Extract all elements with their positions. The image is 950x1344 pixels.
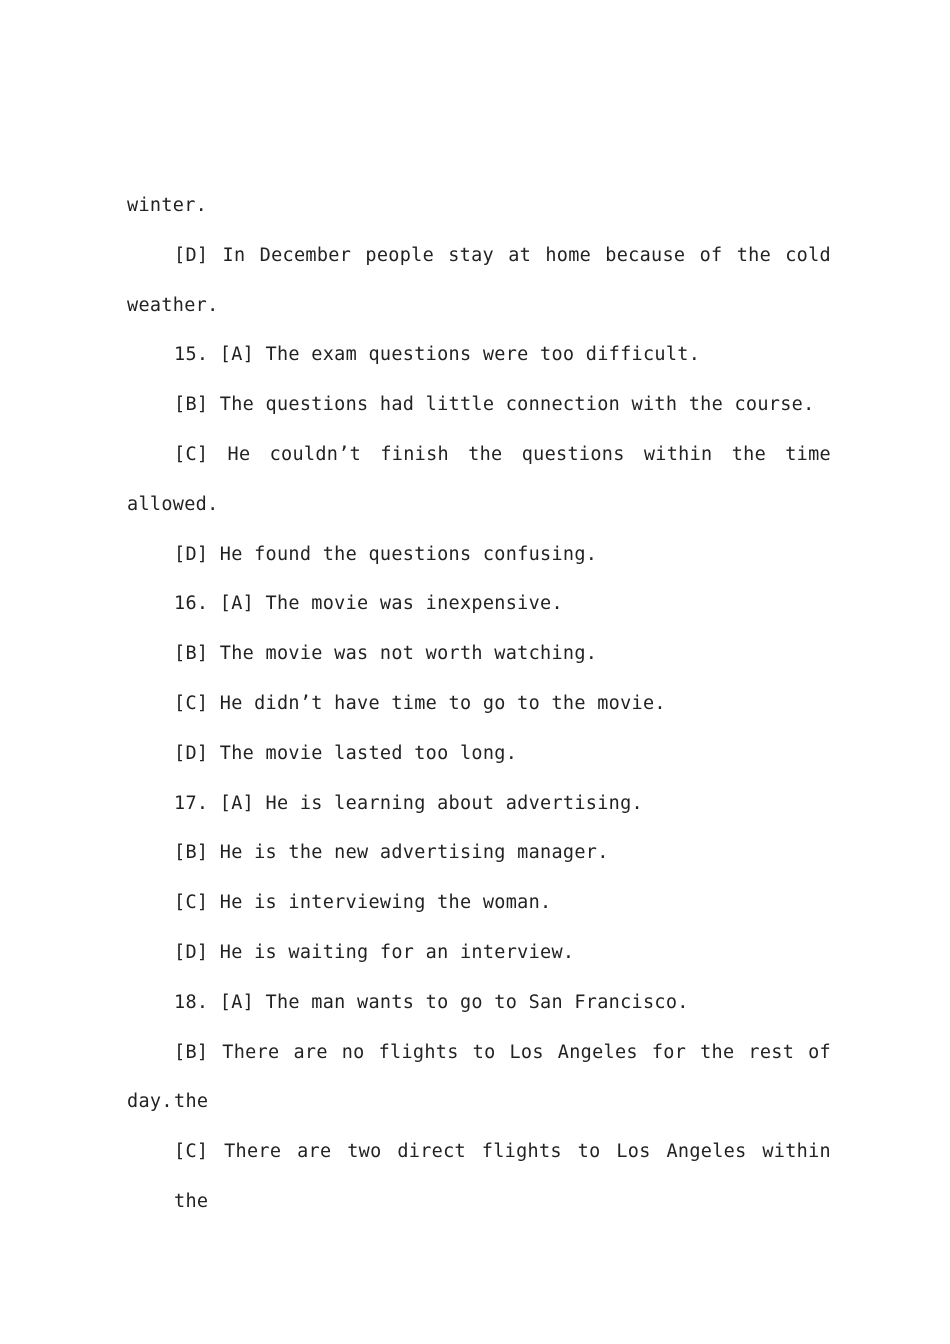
text-line: 17. [A] He is learning about advertising.	[174, 792, 643, 814]
text-line: [D] The movie lasted too long.	[174, 742, 518, 764]
text-line: [C] He is interviewing the woman.	[174, 892, 552, 914]
text-line: [C] He didn’t have time to go to the movie.	[174, 692, 666, 714]
text-line: 15. [A] The exam questions were too difficult.	[174, 344, 701, 366]
text-line: [D] He found the questions confusing.	[174, 543, 598, 565]
text-line: [D] He is waiting for an interview.	[174, 941, 575, 963]
document-body	[127, 181, 831, 1212]
text-line: [C] There are two direct flights to Los Angeles within the	[174, 1141, 831, 1212]
text-line: [C] He couldn’t finish the questions within the time	[174, 443, 831, 465]
text-line: day.	[127, 1091, 173, 1113]
text-line: allowed.	[127, 493, 219, 515]
text-line: winter.	[127, 195, 208, 216]
text-line: weather.	[127, 294, 219, 316]
text-line: [D] In December people stay at home because of the cold	[174, 244, 831, 266]
text-line: 18. [A] The man wants to go to San Francisco.	[174, 991, 689, 1013]
text-line: [B] There are no flights to Los Angeles for the rest of the	[174, 1041, 831, 1113]
text-line: [B] The movie was not worth watching.	[174, 643, 598, 665]
text-line: 16. [A] The movie was inexpensive.	[174, 593, 563, 615]
text-line: [B] He is the new advertising manager.	[174, 842, 609, 864]
text-line: [B] The questions had little connection with the course.	[174, 394, 815, 416]
